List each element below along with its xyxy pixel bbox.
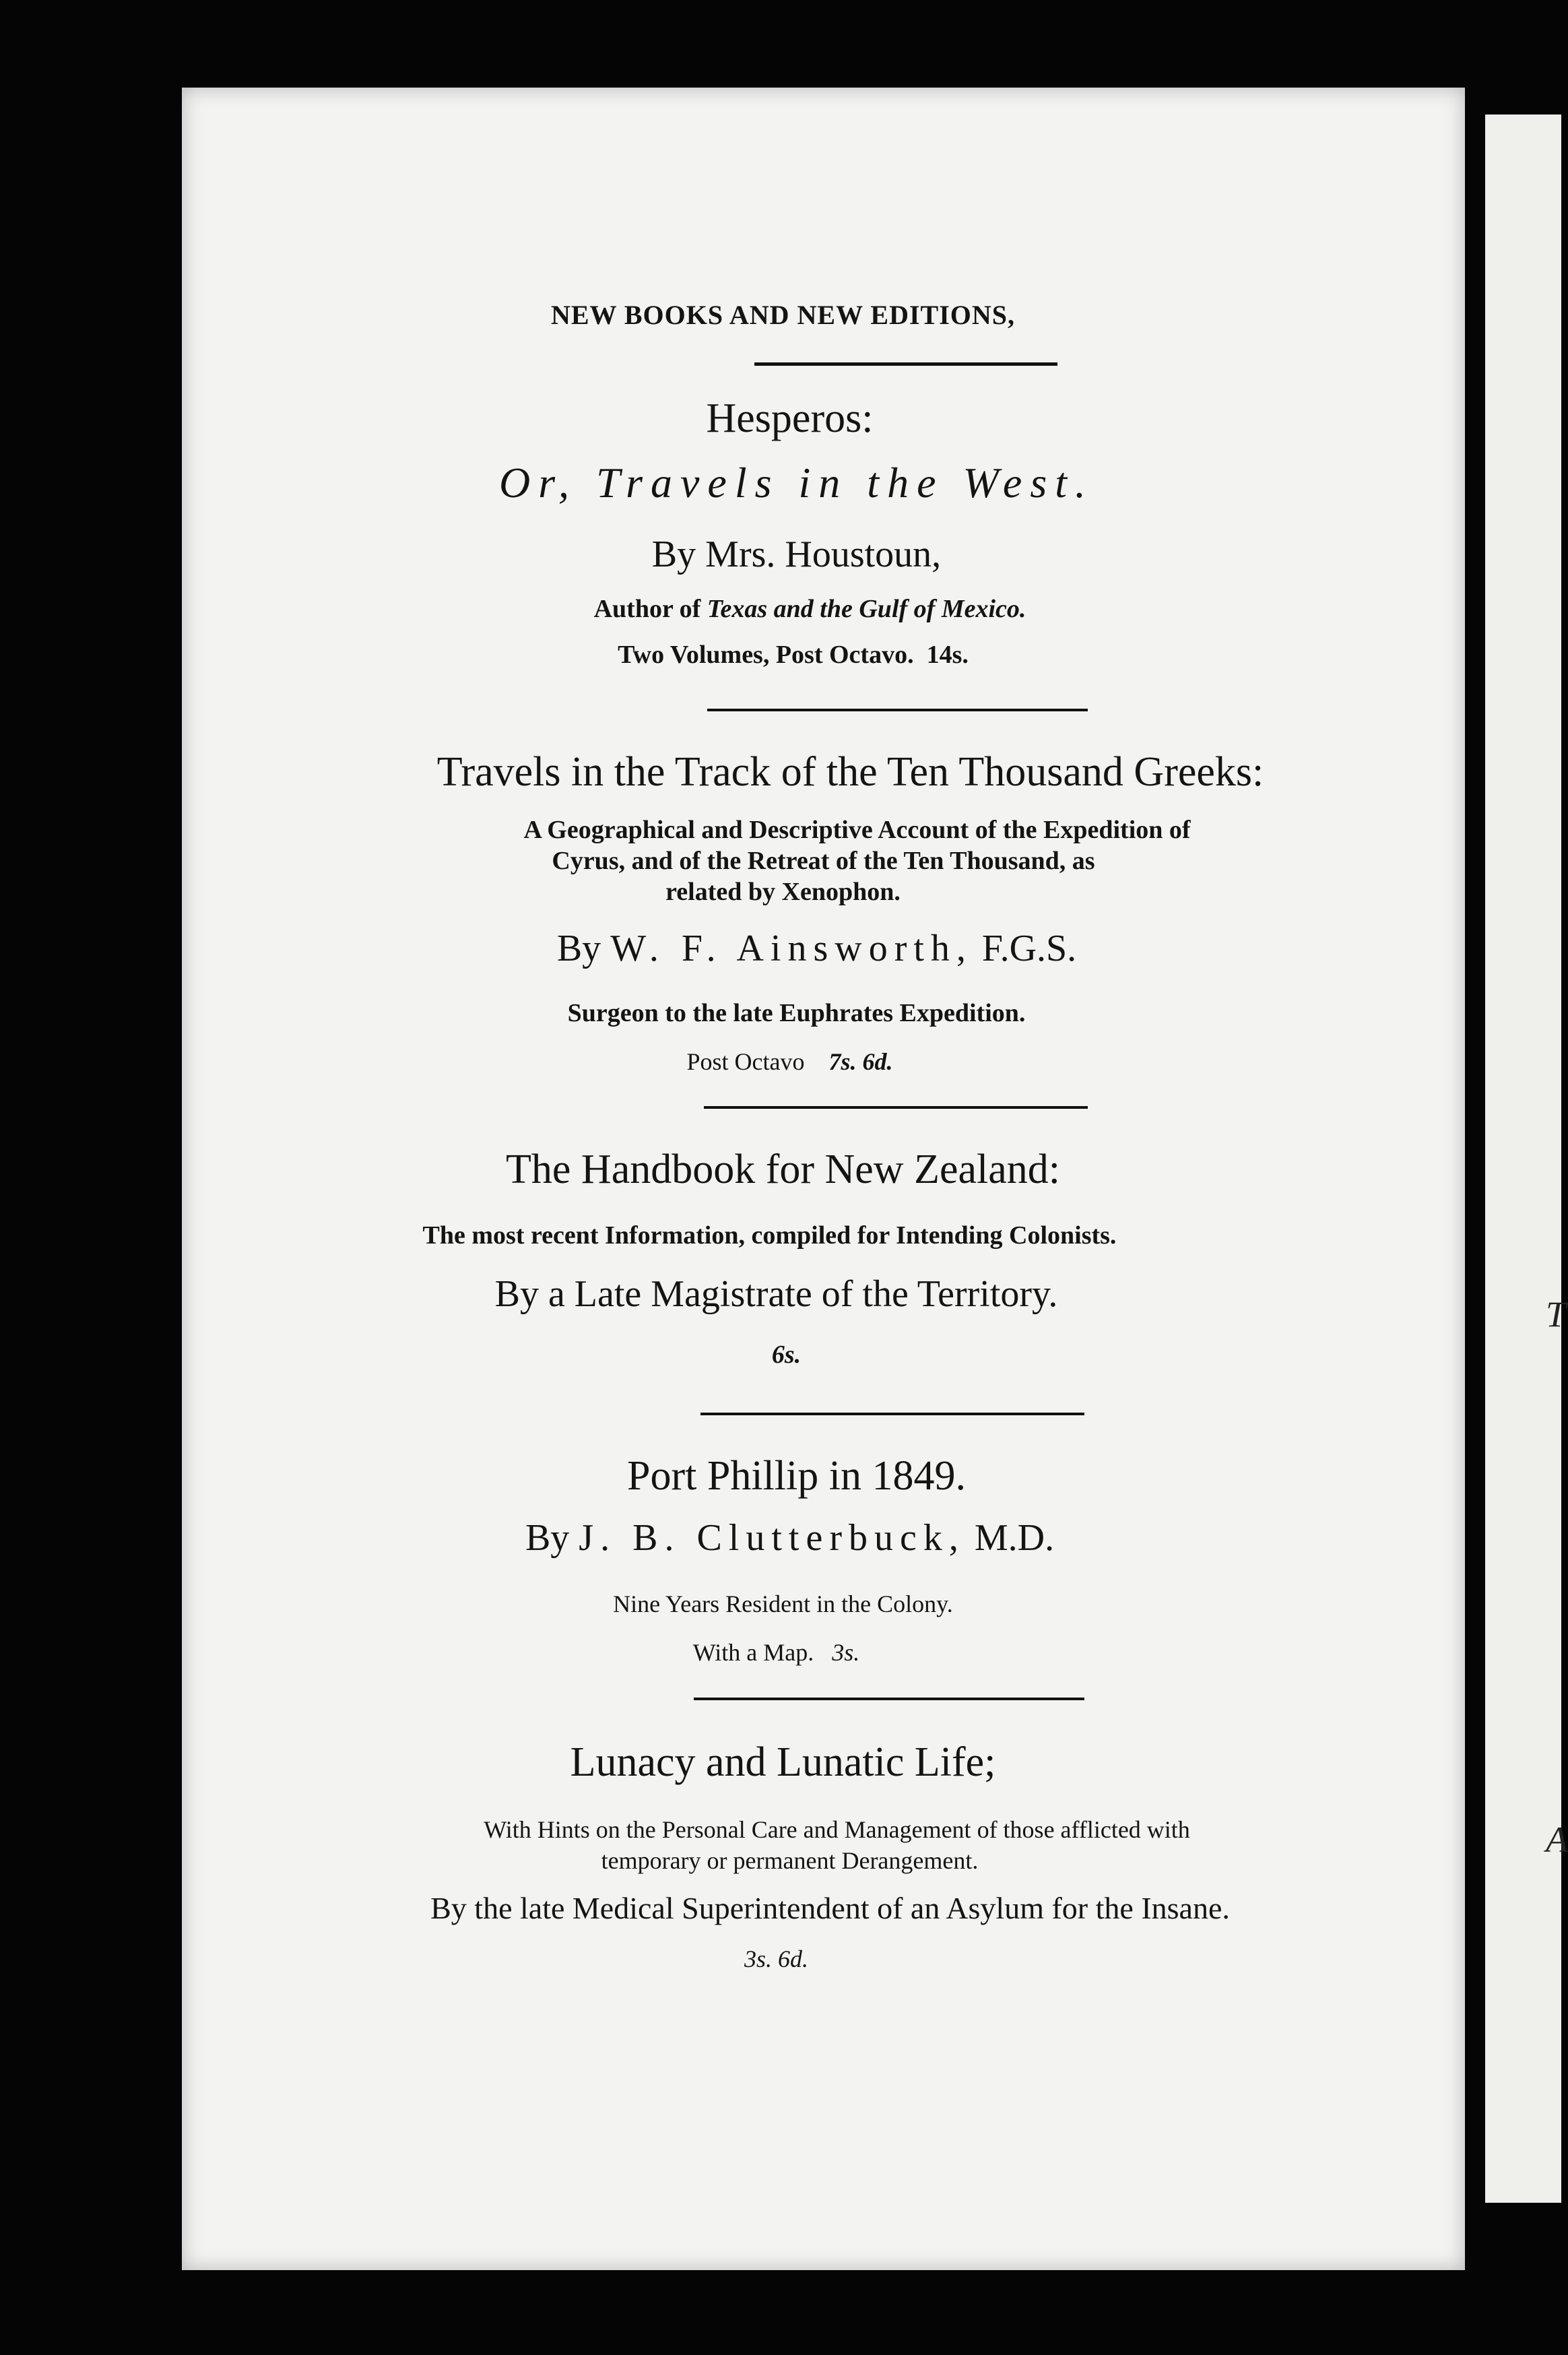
divider — [704, 1106, 1088, 1109]
divider — [694, 1698, 1084, 1700]
book-format-hesperos: Two Volumes, Post Octavo. 14s. — [618, 641, 969, 669]
book-subtitle-hesperos: Or, Travels in the West. — [499, 459, 1094, 507]
book-title-lunacy: Lunacy and Lunatic Life; — [570, 1739, 996, 1785]
book-title-hesperos: Hesperos: — [706, 395, 874, 441]
book-credit-clutterbuck: Nine Years Resident in the Colony. — [613, 1590, 953, 1617]
page-header: NEW BOOKS AND NEW EDITIONS, — [550, 300, 1016, 330]
book-description-line: Cyrus, and of the Retreat of the Ten Thousand, as — [552, 847, 1095, 875]
book-title-ten-thousand: Travels in the Track of the Ten Thousand Greeks: — [436, 749, 1264, 795]
book-author-ainsworth: By W. F. Ainsworth, F.G.S. — [556, 928, 1077, 969]
book-author-hesperos: By Mrs. Houstoun, — [651, 534, 942, 575]
book-description-line: A Geographical and Descriptive Account of the Expedition of — [523, 816, 1191, 844]
book-author-lunacy: By the late Medical Superintendent of an Asylum for the Insane. — [430, 1891, 1230, 1925]
book-description-line: related by Xenophon. — [665, 878, 901, 906]
book-format-clutterbuck: With a Map. 3s. — [692, 1639, 860, 1666]
adjacent-page-letter: T — [1546, 1294, 1567, 1334]
divider — [754, 362, 1057, 366]
adjacent-page-edge — [1485, 115, 1568, 2203]
book-title-new-zealand: The Handbook for New Zealand: — [506, 1147, 1060, 1192]
book-author-new-zealand: By a Late Magistrate of the Territory. — [494, 1273, 1058, 1315]
divider — [707, 709, 1088, 711]
divider — [700, 1413, 1084, 1415]
book-description-line: With Hints on the Personal Care and Management of those afflicted with — [484, 1816, 1190, 1843]
book-price-new-zealand: 6s. — [771, 1341, 802, 1369]
book-credit-hesperos: Author of Texas and the Gulf of Mexico. — [593, 595, 1026, 623]
book-format-ainsworth: Post Octavo 7s. 6d. — [686, 1048, 893, 1075]
book-author-clutterbuck: By J. B. Clutterbuck, M.D. — [525, 1517, 1055, 1559]
book-page — [182, 88, 1465, 2270]
book-description-line: temporary or permanent Derangement. — [601, 1847, 979, 1874]
book-title-port-phillip: Port Phillip in 1849. — [627, 1453, 966, 1499]
book-price-lunacy: 3s. 6d. — [744, 1945, 808, 1972]
book-description-new-zealand: The most recent Information, compiled for Intending Colonists. — [422, 1221, 1117, 1250]
adjacent-page-letter: A — [1546, 1819, 1568, 1860]
book-credit-ainsworth: Surgeon to the late Euphrates Expedition. — [567, 999, 1026, 1027]
